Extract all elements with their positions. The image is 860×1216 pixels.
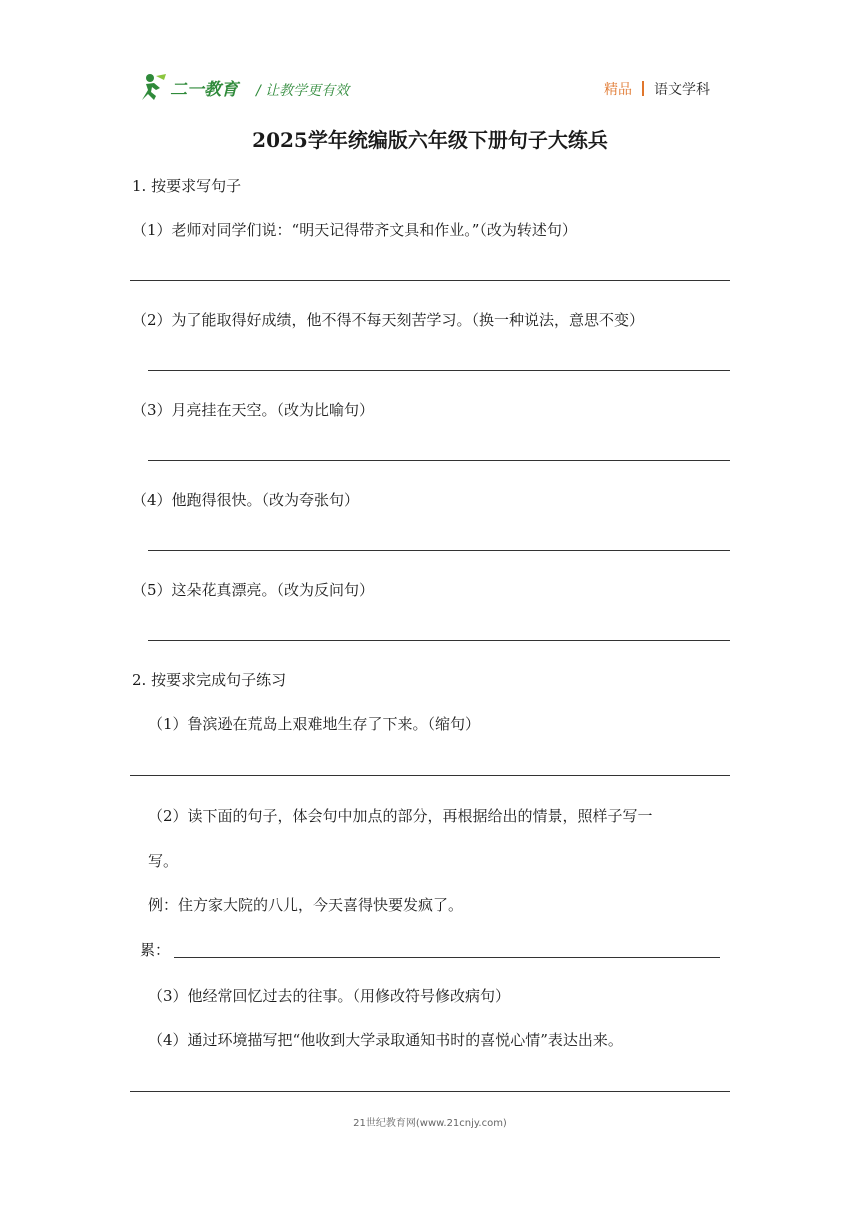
brand-slogan: / 让教学更有效 xyxy=(256,83,350,99)
q2-item-2-line2: 写。 xyxy=(148,852,179,870)
q1-item-2: （2）为了能取得好成绩，他不得不每天刻苦学习。（换一种说法，意思不变） xyxy=(132,311,645,329)
subject-label: 语文学科 xyxy=(654,82,710,98)
q1-item-3: （3）月亮挂在天空。（改为比喻句） xyxy=(132,401,375,419)
lei-label: 累： xyxy=(140,941,171,959)
q1-item-1: （1）老师对同学们说：“明天记得带齐文具和作业。”（改为转述句） xyxy=(132,221,577,239)
premium-label: 精品 xyxy=(604,82,632,98)
answer-line-q1-4[interactable] xyxy=(148,550,730,551)
q2-heading: 2. 按要求完成句子练习 xyxy=(132,671,287,689)
q1-item-4: （4）他跑得很快。（改为夸张句） xyxy=(132,491,360,509)
answer-line-q1-3[interactable] xyxy=(148,460,730,461)
page-title: 2025学年统编版六年级下册句子大练兵 xyxy=(252,128,608,152)
brand-logo xyxy=(136,70,246,104)
q2-item-4: （4）通过环境描写把“他收到大学录取通知书时的喜悦心情”表达出来。 xyxy=(148,1031,623,1049)
answer-line-q1-5[interactable] xyxy=(148,640,730,641)
page-footer: 21世纪教育网(www.21cnjy.com) xyxy=(353,1118,507,1129)
answer-line-lei[interactable] xyxy=(174,957,720,958)
answer-line-q2-1[interactable] xyxy=(130,775,730,776)
answer-line-q2-4[interactable] xyxy=(130,1091,730,1092)
answer-line-q1-1[interactable] xyxy=(130,280,730,281)
header-badge xyxy=(604,79,710,99)
q2-item-2-line1: （2）读下面的句子，体会句中加点的部分，再根据给出的情景，照样子写一 xyxy=(148,807,653,825)
q1-item-5: （5）这朵花真漂亮。（改为反问句） xyxy=(132,581,375,599)
q2-item-3: （3）他经常回忆过去的往事。（用修改符号修改病句） xyxy=(148,987,511,1005)
q1-heading: 1. 按要求写句子 xyxy=(132,177,242,195)
header-divider xyxy=(642,81,644,96)
svg-text:二一教育: 二一教育 xyxy=(170,80,238,100)
q2-example: 例：住方家大院的八儿，今天喜得快要发疯了。 xyxy=(148,896,464,914)
runner-icon xyxy=(142,74,166,100)
answer-line-q1-2[interactable] xyxy=(148,370,730,371)
q2-item-1: （1）鲁滨逊在荒岛上艰难地生存了下来。（缩句） xyxy=(148,715,481,733)
